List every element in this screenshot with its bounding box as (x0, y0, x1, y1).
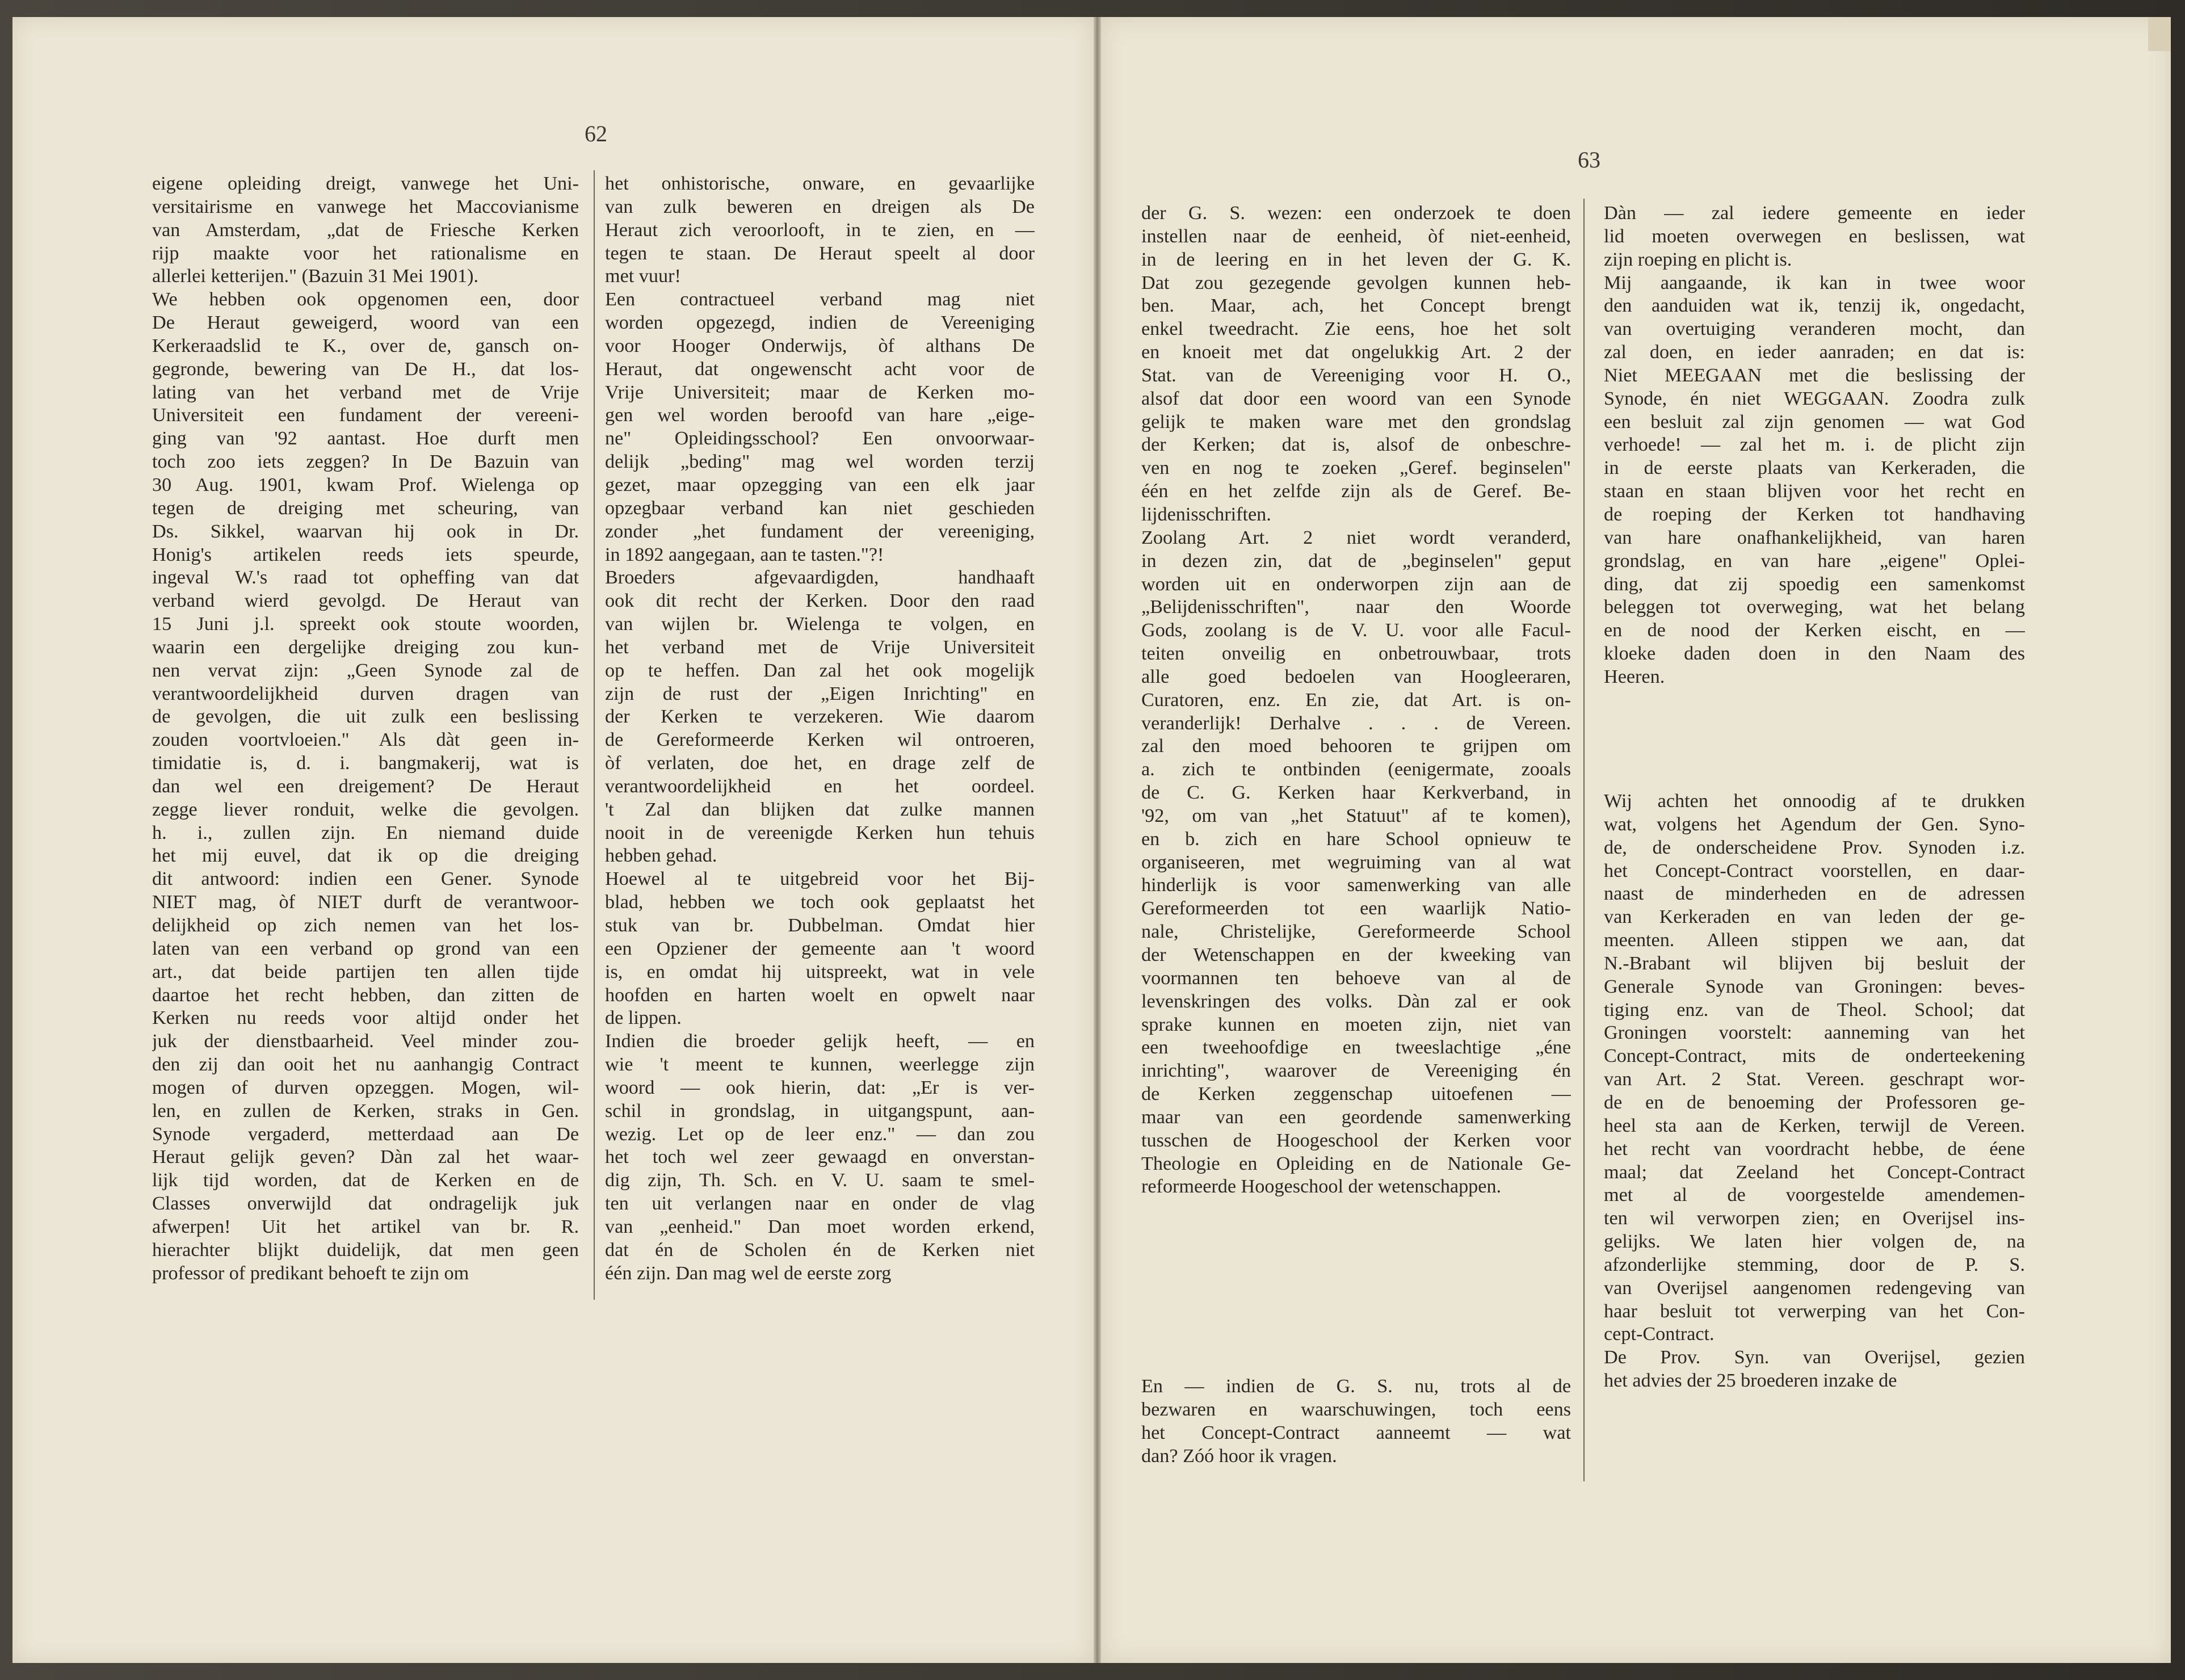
text-line: afzonderlijke stemming, door de P. S. (1604, 1254, 2025, 1275)
text-line: der Wetenschappen en der kweeking van (1141, 944, 1571, 965)
text-line: Synode vergaderd, metterdaad aan De (152, 1123, 579, 1145)
text-line: Theologie en Opleiding en de Nationale Ge- (1141, 1153, 1571, 1174)
text-line: tegen te staan. De Heraut speelt al door (605, 242, 1035, 264)
text-line: verantwoordelijkheid durven dragen van (152, 683, 579, 704)
text-line: voor Hooger Onderwijs, òf althans De (605, 335, 1035, 356)
text-line: waarin een dergelijke dreiging zou kun- (152, 636, 579, 658)
text-line: 15 Juni j.l. spreekt ook stoute woorden, (152, 614, 579, 635)
text-line: zal doen, en ieder aanraden; en dat is: (1604, 342, 2025, 363)
text-line: veranderlijk! Derhalve . . . de Vereen. (1141, 712, 1571, 734)
text-line: Gods, zoolang is de V. U. voor alle Facul- (1141, 620, 1571, 641)
text-line: van „eenheid." Dan moet worden erkend, (605, 1216, 1035, 1237)
text-line: in 1892 aangegaan, aan te tasten."?! (605, 544, 884, 565)
text-line: versitairisme en vanwege het Maccovianisme (152, 196, 579, 217)
book-gutter (1094, 17, 1101, 1663)
text-line: de lippen. (605, 1007, 682, 1029)
column-rule-left (594, 170, 595, 1300)
text-line: hinderlijk is voor samenwerking van alle (1141, 875, 1571, 896)
text-line: allerlei ketterijen." (Bazuin 31 Mei 1901). (152, 266, 479, 287)
text-line: der G. S. wezen: een onderzoek te doen (1141, 203, 1571, 224)
text-line: professor of predikant behoeft te zijn om (152, 1262, 469, 1284)
text-line: van Art. 2 Stat. Vereen. geschrapt wor- (1604, 1069, 2025, 1090)
text-line: alle goed bedoelen van Hoogleeraren, (1141, 666, 1571, 687)
text-line: òf verlaten, doe het, en drage zelf de (605, 753, 1035, 774)
text-line: van Overijsel aangenomen redengeving van (1604, 1277, 2025, 1299)
text-line: Broeders afgevaardigden, handhaaft (605, 567, 1035, 589)
text-line: delijk „beding" mag wel worden terzij (605, 451, 1035, 473)
text-line: verhoede! — zal het m. i. de plicht zijn (1604, 434, 2025, 456)
text-line: ven en nog te zoeken „Geref. beginselen" (1141, 457, 1571, 479)
text-line: delijkheid op zich nemen van het los- (152, 915, 579, 936)
text-line: Indien die broeder gelijk heeft, — en (605, 1031, 1035, 1052)
text-line: afwerpen! Uit het artikel van br. R. (152, 1216, 579, 1237)
right-column-2-end (1604, 790, 2025, 1393)
text-line: lid moeten overwegen en beslissen, wat (1604, 225, 2025, 247)
text-line: van hare onafhankelijkheid, van haren (1604, 527, 2025, 548)
text-line: nale, Christelijke, Gereformeerde School (1141, 921, 1571, 943)
text-line: tusschen de Hoogeschool der Kerken voor (1141, 1129, 1571, 1151)
text-line: Kerken nu reeds voor altijd onder het (152, 1007, 579, 1029)
text-line: dan wel een dreigement? De Heraut (152, 775, 579, 797)
text-line: levenskringen des volks. Dàn zal er ook (1141, 990, 1571, 1012)
text-line: opzegbaar verband kan niet geschieden (605, 497, 1035, 519)
text-line: De Heraut geweigerd, woord van een (152, 312, 579, 334)
text-line: nooit in de vereenigde Kerken hun tehuis (605, 822, 1035, 843)
text-line: gezet, maar opzegging van een elk jaar (605, 474, 1035, 495)
right-column-1-end (1141, 1375, 1571, 1468)
text-line: Mij aangaande, ik kan in twee woor (1604, 272, 2025, 293)
text-line: N.-Brabant wil blijven bij besluit der (1604, 952, 2025, 974)
text-line: bezwaren en waarschuwingen, toch eens (1141, 1398, 1571, 1420)
text-line: Curatoren, enz. En zie, dat Art. is on- (1141, 689, 1571, 711)
page-number-left: 62 (585, 121, 607, 146)
text-line: zouden voortvloeien." Als dàt geen in- (152, 729, 579, 751)
text-line: worden opgezegd, indien de Vereeniging (605, 312, 1035, 334)
right-column-2 (1604, 202, 2025, 689)
text-line: daartoe het recht hebben, dan zitten de (152, 984, 579, 1006)
text-line: instellen naar de eenheid, òf niet-eenheid, (1141, 225, 1571, 247)
text-line: één en het zelfde zijn als de Geref. Be- (1141, 481, 1571, 502)
text-line: woord — ook hierin, dat: „Er is ver- (605, 1077, 1035, 1098)
text-line: art., dat beide partijen ten allen tijde (152, 961, 579, 982)
text-line: van overtuiging veranderen mocht, dan (1604, 318, 2025, 340)
text-line: ding, dat zij spoedig een samenkomst (1604, 573, 2025, 595)
text-line: beleggen tot overweging, wat het belang (1604, 597, 2025, 618)
left-column-2 (605, 173, 1035, 1286)
text-line: meenten. Alleen stippen we aan, dat (1604, 930, 2025, 951)
text-line: dig zijn, Th. Sch. en V. U. saam te smel- (605, 1170, 1035, 1191)
text-line: kloeke daden doen in den Naam des (1604, 643, 2025, 665)
text-line: zonder „het fundament der vereeniging, (605, 520, 1035, 542)
text-line: En — indien de G. S. nu, trots al de (1141, 1376, 1571, 1397)
text-line: maal; dat Zeeland het Concept-Contract (1604, 1161, 2025, 1183)
text-line: der Kerken; dat is, alsof de onbeschre- (1141, 434, 1571, 456)
text-line: in dezen zin, dat de „beginselen" geput (1141, 550, 1571, 572)
text-line: schil in grondslag, in uitgangspunt, aan- (605, 1100, 1035, 1122)
text-line: a. zich te ontbinden (eenigermate, zooals (1141, 759, 1571, 780)
text-line: ook dit recht der Kerken. Door den raad (605, 590, 1035, 612)
text-line: de roeping der Kerken tot handhaving (1604, 503, 2025, 525)
text-line: van wijlen br. Wielenga te volgen, en (605, 614, 1035, 635)
text-line: en de nood der Kerken eischt, en — (1604, 620, 2025, 641)
text-line: reformeerde Hoogeschool der wetenschappen. (1141, 1176, 1502, 1198)
text-line: gegronde, bewering van De H., dat los- (152, 358, 579, 380)
text-line: is, en omdat hij uitspreekt, wat in vele (605, 961, 1035, 982)
text-line: van zulk beweren en dreigen als De (605, 196, 1035, 217)
text-line: wezig. Let op de leer enz." — dan zou (605, 1123, 1035, 1145)
text-line: het mij euvel, dat ik op die dreiging (152, 845, 579, 867)
text-line: tegen de dreiging met scheuring, van (152, 497, 579, 519)
text-line: worden uit en onderworpen zijn aan de (1141, 573, 1571, 595)
text-line: Hoewel al te uitgebreid voor het Bij- (605, 868, 1035, 890)
text-line: Classes onverwijld dat ondragelijk juk (152, 1193, 579, 1215)
text-line: ben. Maar, ach, het Concept brengt (1141, 295, 1571, 317)
text-line: het Concept-Contract aanneemt — wat (1141, 1422, 1571, 1443)
text-line: een besluit zal zijn genomen — wat God (1604, 411, 2025, 432)
text-line: gelijk te maken ware met den grondslag (1141, 411, 1571, 432)
text-line: 30 Aug. 1901, kwam Prof. Wielenga op (152, 474, 579, 495)
text-line: een tweehoofdige en tweeslachtige „éne (1141, 1037, 1571, 1059)
text-line: maar van een geordende samenwerking (1141, 1106, 1571, 1128)
text-line: '92, om van „het Statuut" af te komen), (1141, 805, 1571, 826)
text-line: de en de benoeming der Professoren ge- (1604, 1091, 2025, 1113)
text-line: juk der dienstbaarheid. Veel minder zou- (152, 1031, 579, 1052)
text-line: Zoolang Art. 2 niet wordt veranderd, (1141, 527, 1571, 548)
text-line: We hebben ook opgenomen een, door (152, 289, 579, 310)
text-line: De Prov. Syn. van Overijsel, gezien (1604, 1347, 2025, 1368)
text-line: ten wil verworpen zien; en Overijsel ins- (1604, 1208, 2025, 1229)
text-line: en b. zich en hare School opnieuw te (1141, 828, 1571, 850)
text-line: Een contractueel verband mag niet (605, 289, 1035, 310)
text-line: toch zoo iets zeggen? In De Bazuin van (152, 451, 579, 473)
text-line: Wij achten het onnoodig af te drukken (1604, 791, 2025, 812)
text-line: h. i., zullen zijn. En niemand duide (152, 822, 579, 843)
text-line: zijn de rust der „Eigen Inrichting" en (605, 683, 1035, 704)
text-line: wie 't meent te kunnen, weerlegge zijn (605, 1054, 1035, 1076)
text-line: naast de minderheden en de adressen (1604, 883, 2025, 905)
right-column-1 (1141, 202, 1571, 1199)
text-line: Synode, én niet WEGGAAN. Zoodra zulk (1604, 388, 2025, 409)
text-line: haar besluit tot verwerping van het Con- (1604, 1300, 2025, 1322)
text-line: NIET mag, òf NIET durft de verantwoor- (152, 892, 579, 913)
text-line: len, en zullen de Kerken, straks in Gen. (152, 1100, 579, 1122)
column-rule-right (1583, 199, 1585, 1481)
text-line: lijdenisschriften. (1141, 503, 1271, 525)
text-line: den zij dan ooit het nu aanhangig Contract (152, 1054, 579, 1076)
text-line: „Belijdenisschriften", naar den Woorde (1141, 597, 1571, 618)
text-line: ging van '92 aantast. Hoe durft men (152, 428, 579, 450)
text-line: Stat. van de Vereeniging voor H. O., (1141, 364, 1571, 386)
text-line: sprake kunnen en moeten zijn, niet van (1141, 1014, 1571, 1035)
text-line: grondslag, en van hare „eigene" Oplei- (1604, 550, 2025, 572)
text-line: laten van een verband op grond van een (152, 938, 579, 959)
text-line: het toch wel zeer gewaagd en onverstan- (605, 1146, 1035, 1168)
text-line: Heraut, dat ongewenscht acht voor de (605, 358, 1035, 380)
text-line: Groningen voorstelt: aanneming van het (1604, 1022, 2025, 1044)
text-line: met al de voorgestelde amendemen- (1604, 1185, 2025, 1206)
text-line: Concept-Contract, mits de onderteekening (1604, 1045, 2025, 1067)
text-line: hierachter blijkt duidelijk, dat men geen (152, 1239, 579, 1261)
text-line: een Opziener der gemeente aan 't woord (605, 938, 1035, 959)
text-line: verband wierd gevolgd. De Heraut van (152, 590, 579, 612)
page-corner-tab (2148, 17, 2171, 51)
text-line: de C. G. Kerken haar Kerkverband, in (1141, 782, 1571, 804)
text-line: in de eerste plaats van Kerkeraden, die (1604, 457, 2025, 479)
text-line: heel sta aan de Kerken, terwijl de Vereen. (1604, 1115, 2025, 1136)
text-line: het onhistorische, onware, en gevaarlijke (605, 173, 1035, 194)
text-line: mogen of durven opzeggen. Mogen, wil- (152, 1077, 579, 1098)
text-line: rijp maakte voor het rationalisme en (152, 242, 579, 264)
text-line: Universiteit een fundament der vereeni- (152, 405, 579, 426)
text-line: enkel tweedracht. Zie eens, hoe het solt (1141, 318, 1571, 340)
text-line: Heraut zich veroorlooft, in te zien, en — (605, 219, 1035, 241)
text-line: timidatie is, d. i. bangmakerij, wat is (152, 753, 579, 774)
text-line: der Kerken te verzekeren. Wie daarom (605, 706, 1035, 728)
text-line: Niet MEEGAAN met die beslissing der (1604, 364, 2025, 386)
text-line: hoofden en harten woelt en opwelt naar (605, 984, 1035, 1006)
text-line: zijn roeping en plicht is. (1604, 249, 1792, 270)
text-line: lijk tijd worden, dat de Kerken en de (152, 1170, 579, 1191)
text-line: Heeren. (1604, 666, 1665, 687)
text-line: voormannen ten behoeve van al de (1141, 967, 1571, 989)
text-line: alsof dat door een woord van een Synode (1141, 388, 1571, 409)
text-line: Dàn — zal iedere gemeente en ieder (1604, 203, 2025, 224)
text-line: stuk van br. Dubbelman. Omdat hier (605, 915, 1035, 936)
text-line: ten uit verlangen naar en onder de vlag (605, 1193, 1035, 1215)
left-column-1 (152, 173, 579, 1286)
text-line: de Kerken zeggenschap uitoefenen — (1141, 1083, 1571, 1105)
text-line: blad, hebben we toch ook geplaatst het (605, 892, 1035, 913)
text-line: staan en staan blijven voor het recht en (1604, 481, 2025, 502)
text-line: wat, volgens het Agendum der Gen. Syno- (1604, 813, 2025, 835)
text-line: inrichting", waarover de Vereeniging én (1141, 1060, 1571, 1082)
text-line: één zijn. Dan mag wel de eerste zorg (605, 1262, 892, 1284)
text-line: nen vervat zijn: „Geen Synode zal de (152, 660, 579, 681)
text-line: dit antwoord: indien een Gener. Synode (152, 868, 579, 890)
text-line: met vuur! (605, 266, 681, 287)
text-line: het advies der 25 broederen inzake de (1604, 1370, 1897, 1392)
text-line: ingeval W.'s raad tot opheffing van dat (152, 567, 579, 589)
text-line: ne" Opleidingsschool? Een onvoorwaar- (605, 428, 1035, 450)
text-line: tiging enz. van de Theol. School; dat (1604, 999, 2025, 1020)
text-line: hebben gehad. (605, 845, 717, 867)
text-line: den aanduiden wat ik, tenzij ik, ongedacht, (1604, 295, 2025, 317)
text-line: organiseeren, met wegruiming van al wat (1141, 851, 1571, 873)
text-line: het Concept-Contract voorstellen, en daar- (1604, 860, 2025, 881)
text-line: dat én de Scholen én de Kerken niet (605, 1239, 1035, 1261)
text-line: cept-Contract. (1604, 1324, 1715, 1345)
text-line: in de leering en in het leven der G. K. (1141, 249, 1571, 270)
text-line: het recht van voordracht hebbe, de éene (1604, 1138, 2025, 1160)
text-line: gelijks. We laten hier volgen de, na (1604, 1231, 2025, 1253)
text-line: Vrije Universiteit; maar de Kerken mo- (605, 381, 1035, 403)
text-line: dan? Zóó hoor ik vragen. (1141, 1445, 1337, 1467)
text-line: eigene opleiding dreigt, vanwege het Uni- (152, 173, 579, 194)
text-line: lating van het verband met de Vrije (152, 381, 579, 403)
page-number-right: 63 (1578, 147, 1600, 173)
text-line: de, de onderscheidene Prov. Synoden i.z. (1604, 837, 2025, 858)
text-line: Dat zou gezegende gevolgen kunnen heb- (1141, 272, 1571, 293)
text-line: het verband met de Vrije Universiteit (605, 636, 1035, 658)
text-line: Generale Synode van Groningen: beves- (1604, 976, 2025, 997)
text-line: 't Zal dan blijken dat zulke mannen (605, 799, 1035, 820)
text-line: Honig's artikelen reeds iets speurde, (152, 544, 579, 565)
text-line: van Amsterdam, „dat de Friesche Kerken (152, 219, 579, 241)
text-line: Heraut gelijk geven? Dàn zal het waar- (152, 1146, 579, 1168)
text-line: teiten onveilig en onbetrouwbaar, trots (1141, 643, 1571, 665)
text-line: op te heffen. Dan zal het ook mogelijk (605, 660, 1035, 681)
text-line: de Gereformeerde Kerken wil ontroeren, (605, 729, 1035, 751)
text-line: van Kerkeraden en van leden der ge- (1604, 906, 2025, 928)
text-line: de gevolgen, die uit zulk een beslissing (152, 706, 579, 728)
text-line: Kerkeraadslid te K., over de, gansch on- (152, 335, 579, 356)
text-line: en knoeit met dat ongelukkig Art. 2 der (1141, 342, 1571, 363)
text-line: zal den moed behooren te grijpen om (1141, 736, 1571, 757)
text-line: zegge liever ronduit, welke die gevolgen. (152, 799, 579, 820)
text-line: verantwoordelijkheid en het oordeel. (605, 775, 1035, 797)
text-line: gen wel worden beroofd van hare „eige- (605, 405, 1035, 426)
text-line: Ds. Sikkel, waarvan hij ook in Dr. (152, 520, 579, 542)
text-line: Gereformeerden tot een waarlijk Natio- (1141, 898, 1571, 919)
